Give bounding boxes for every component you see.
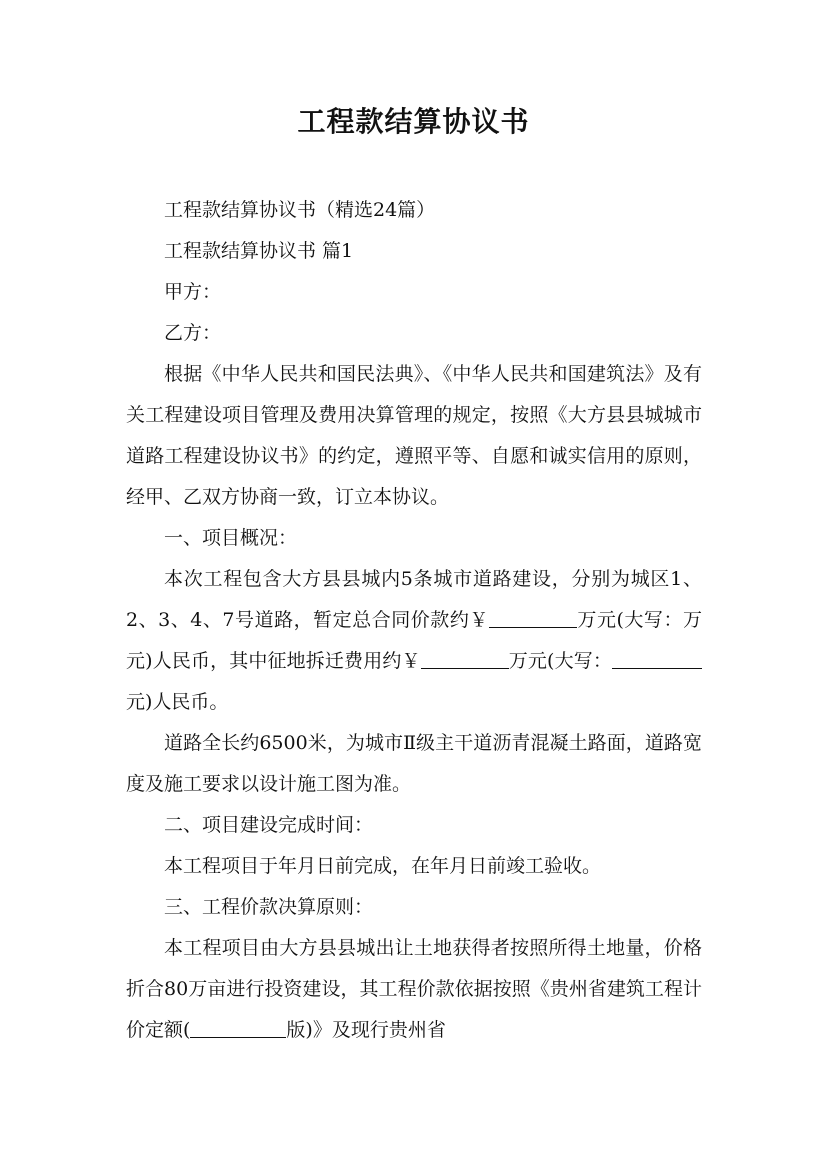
project-scope-text-1: 本次工程包含大方县县城内5条城市道路建设，分别为城区1、2、3、4、7号道路，暂定总合同价款约￥ <box>126 568 702 631</box>
project-scope-paragraph <box>126 559 702 723</box>
completion-paragraph: 本工程项目于年月日前完成，在年月日前竣工验收。 <box>164 855 602 877</box>
heading-project-overview: 一、项目概况： <box>164 527 298 549</box>
project-scope-text-2: 万元(大写：万元)人民币，其中征地拆迁费用约￥ <box>126 609 702 672</box>
amount-in-words-blank <box>612 649 702 669</box>
project-scope-text-3: 万元(大写： <box>508 650 612 672</box>
heading-completion-time: 二、项目建设完成时间： <box>164 814 374 836</box>
heading-settlement-principle: 三、工程价款决算原则： <box>164 896 374 918</box>
party-a-label: 甲方： <box>164 281 222 303</box>
document-body <box>126 190 702 1051</box>
road-spec-paragraph: 道路全长约6500米，为城市Ⅱ级主干道沥青混凝土路面，道路宽度及施工要求以设计施工图为准。 <box>126 732 702 795</box>
subtitle: 工程款结算协议书（精选24篇） <box>164 199 436 221</box>
intro-paragraph: 根据《中华人民共和国民法典》、《中华人民共和国建筑法》及有关工程建设项目管理及费用决算管理的规定，按照《大方县县城城市道路工程建设协议书》的约定，遵照平等、自愿和诚实信用的原则，经甲、乙双方协商一致，订立本协议。 <box>126 363 702 508</box>
settlement-paragraph <box>126 928 702 1051</box>
contract-price-blank <box>489 608 577 628</box>
quota-version-blank <box>190 1018 286 1038</box>
section-heading: 工程款结算协议书 篇1 <box>164 240 354 262</box>
document-title: 工程款结算协议书 <box>297 105 530 138</box>
project-scope-text-4: 元)人民币。 <box>126 691 229 713</box>
party-b-label: 乙方： <box>164 322 222 344</box>
demolition-fee-blank <box>421 649 509 669</box>
settlement-text-2: 版)》及现行贵州省 <box>286 1019 446 1041</box>
settlement-text-1: 本工程项目由大方县县城出让土地获得者按照所得土地量，价格折合80万亩进行投资建设，其工程价款依据按照《贵州省建筑工程计价定额( <box>126 937 702 1041</box>
